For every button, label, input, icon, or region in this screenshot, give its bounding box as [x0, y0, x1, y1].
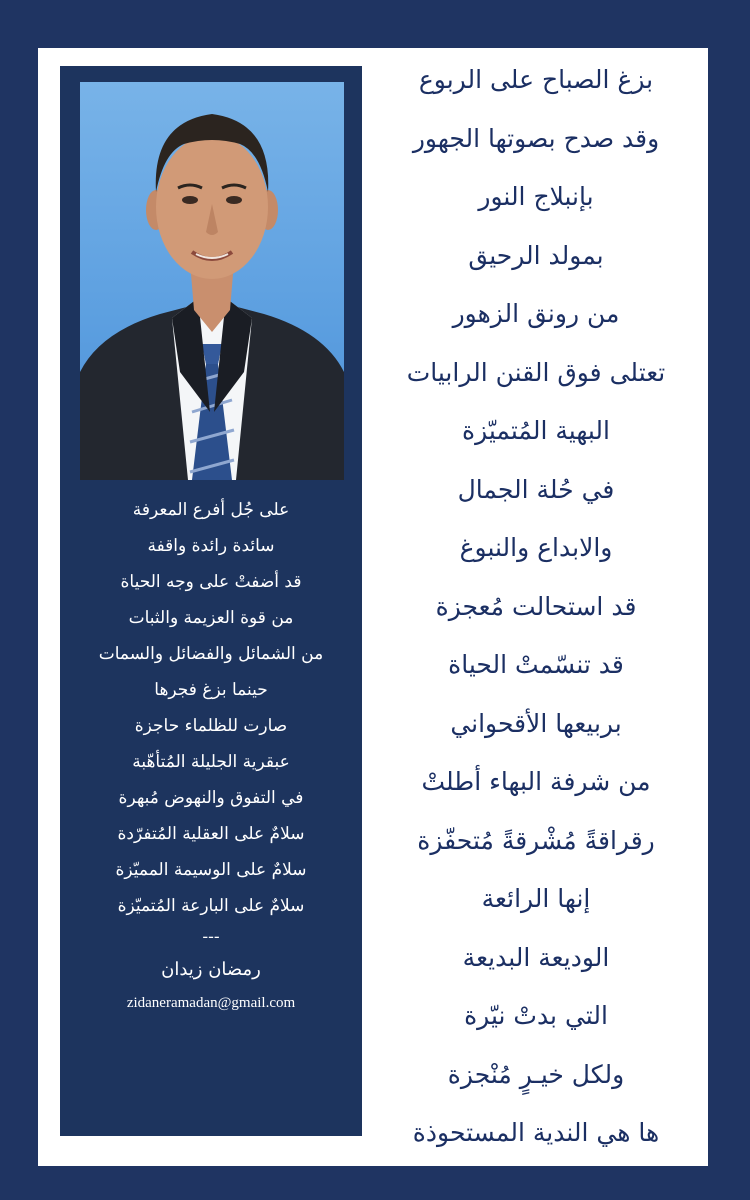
- left-poem-line: عبقرية الجليلة المُتأهّبة: [132, 752, 290, 772]
- left-poem-separator: ---: [202, 927, 220, 947]
- right-poem-line: من رونق الزهور: [452, 299, 620, 328]
- right-poem-line: بمولد الرحيق: [468, 240, 604, 270]
- left-poem-line: في التفوق والنهوض مُبهرة: [118, 788, 304, 808]
- right-poem-line: والابداع والنبوغ: [459, 533, 613, 562]
- left-poem: [60, 492, 362, 1018]
- author-photo: [80, 82, 344, 480]
- left-poem-line: صارت للظلماء حاجزة: [134, 716, 288, 736]
- right-poem-line: التي بدتْ نيّرة: [464, 1001, 608, 1030]
- left-poem-line: سلامٌ على البارعة المُتميّزة: [117, 896, 305, 916]
- right-poem: [368, 52, 704, 1164]
- left-poem-line: حينما بزغ فجرها: [154, 680, 268, 700]
- author-name: رمضان زيدان: [161, 959, 261, 980]
- left-poem-line: على جُل أفرع المعرفة: [132, 500, 290, 520]
- right-poem-line: بزغ الصباح على الربوع: [418, 65, 654, 94]
- right-poem-line: من شرفة البهاء أطلتْ: [421, 767, 651, 796]
- right-poem-line: ولكل خيـرٍ مُنْجزة: [447, 1059, 625, 1089]
- right-poem-line: قد استحالت مُعجزة: [435, 591, 637, 621]
- author-email: zidaneramadan@gmail.com: [126, 995, 296, 1011]
- right-poem-line: الوديعة البديعة: [462, 942, 610, 972]
- right-poem-line: قد تنسّمتْ الحياة: [448, 650, 624, 679]
- right-poem-line: في حُلة الجمال: [457, 474, 615, 504]
- right-poem-line: البهية المُتميّزة: [462, 416, 610, 445]
- portrait-photo-icon: [80, 82, 344, 480]
- left-poem-line: من الشمائل والفضائل والسمات: [98, 644, 324, 664]
- right-poem-line: ها هي الندية المستحوذة: [412, 1118, 660, 1147]
- left-poem-line: سلامٌ على الوسيمة المميّزة: [115, 860, 307, 880]
- right-poem-line: بإنبلاج النور: [478, 182, 594, 211]
- right-poem-line: وقد صدح بصوتها الجهور: [412, 123, 660, 153]
- right-poem-line: رقراقةً مُشْرقةً مُتحفّزة: [417, 825, 655, 855]
- left-poem-line: سلامٌ على العقلية المُتفرّدة: [117, 824, 305, 844]
- right-poem-line: إنها الرائعة: [481, 884, 591, 913]
- left-poem-line: قد أضفتْ على وجه الحياة: [120, 572, 302, 592]
- left-poem-line: سائدة رائدة واقفة: [147, 536, 275, 556]
- left-poem-line: من قوة العزيمة والثبات: [128, 608, 294, 628]
- right-poem-line: تعتلى فوق القنن الرابيات: [406, 357, 666, 387]
- right-poem-line: بربيعها الأقحواني: [450, 708, 622, 738]
